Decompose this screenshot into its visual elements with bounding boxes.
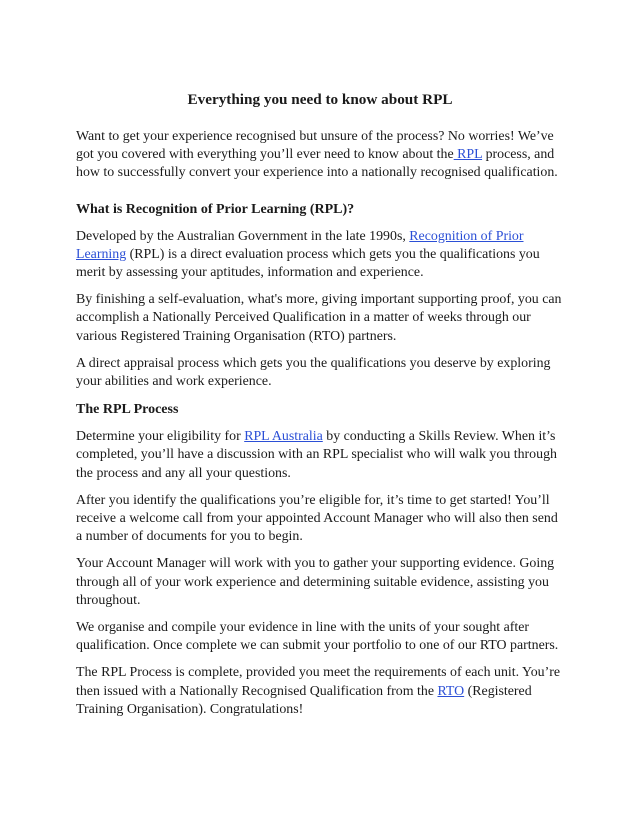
intro-text-after: process, and how to successfully convert your experience into a nationally recognised qualification. (76, 147, 558, 181)
page-title: Everything you need to know about RPL (187, 91, 453, 108)
section-heading-rpl-process: The RPL Process (76, 402, 179, 418)
section2-p1-text-after: by conducting a Skills Review. When it’s completed, you’ll have a discussion with an RPL specialist who will walk you through the process and any all your questions. (76, 429, 557, 481)
section1-paragraph-1 (76, 228, 564, 283)
section1-paragraph-2: By finishing a self-evaluation, what's more, giving important supporting proof, you can accomplish a Nationally Perceived Qualification in a matter of weeks through our various Registered Training Organisation (RTO) partners. (76, 292, 562, 344)
section2-p1-text-before: Determine your eligibility for (76, 429, 245, 445)
recognition-of-prior-learning-link[interactable]: Recognition of Prior Learning (76, 228, 524, 262)
rpl-link[interactable]: RPL (453, 147, 483, 163)
rto-link[interactable]: RTO (437, 683, 465, 699)
section1-p1-text-before: Developed by the Australian Government in the late 1990s, (76, 228, 410, 244)
intro-paragraph (76, 128, 564, 183)
section2-paragraph-5 (76, 664, 564, 719)
section2-paragraph-3: Your Account Manager will work with you to gather your supporting evidence. Going through all of your work experience and determining suitable evidence, assisting you throughout. (76, 556, 555, 608)
intro-text-before: Want to get your experience recognised but unsure of the process? No worries! We’ve got you covered with everything you’ll ever need to know about the (76, 129, 554, 163)
section2-paragraph-2: After you identify the qualifications you’re eligible for, it’s time to get started! You’ll receive a welcome call from your appointed Account Manager who will also then send a number of documents for you to begin. (76, 492, 558, 545)
document-page (76, 90, 564, 728)
rpl-australia-link[interactable]: RPL Australia (244, 429, 323, 445)
section1-paragraph-3: A direct appraisal process which gets you the qualifications you deserve by exploring your abilities and work experience. (76, 355, 551, 390)
section2-p5-text-before: The RPL Process is complete, provided you meet the requirements of each unit. You’re then issued with a Nationally Recognised Qualification from the (76, 665, 561, 699)
section-heading-what-is-rpl: What is Recognition of Prior Learning (RPL)? (76, 201, 355, 217)
section1-p1-text-after: (RPL) is a direct evaluation process which gets you the qualifications you merit by assessing your aptitudes, information and experience. (76, 246, 540, 281)
section2-paragraph-4: We organise and compile your evidence in line with the units of your sought after qualification. Once complete we can submit your portfolio to one of our RTO partners. (76, 620, 559, 654)
section2-paragraph-1 (76, 428, 564, 483)
section2-p5-text-after: (Registered Training Organisation). Congratulations! (76, 683, 532, 717)
